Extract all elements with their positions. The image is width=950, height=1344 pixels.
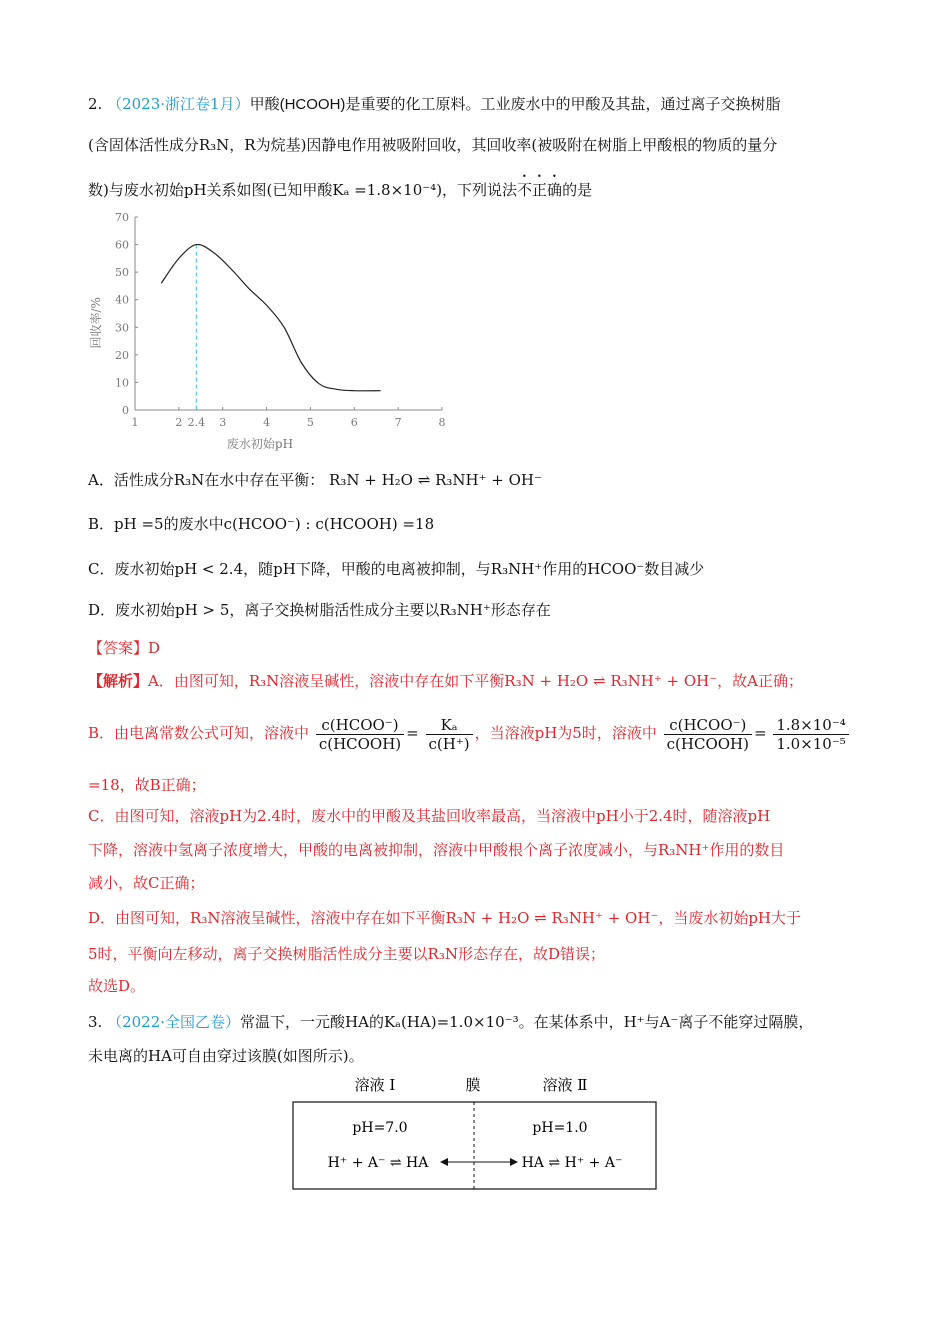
q2-text: 是重要的化工原料。工业废水中的甲酸及其盐，通过离子交换树脂 <box>345 95 781 113</box>
right-ph: pH=1.0 <box>532 1120 588 1136</box>
q2-text: 数)与废水初始pH关系如图(已知甲酸K <box>88 181 344 199</box>
chart-ylabel: 回收率/% <box>89 297 103 349</box>
membrane-title: 膜 <box>465 1076 481 1094</box>
emphasis-text: 不正确 <box>517 181 563 199</box>
explanation-a-text: A．由图可知，R₃N溶液呈碱性，溶液中存在如下平衡R₃N + H₂O ⇌ R₃NH⁺ + OH⁻，故A正确； <box>148 672 803 690</box>
option-d: D．废水初始pH > 5，离子交换树脂活性成分主要以R₃NH⁺形态存在 <box>88 601 551 619</box>
y-tick-label: 0 <box>122 404 129 417</box>
q2-line3 <box>88 172 592 200</box>
x-tick-label: 6 <box>350 416 358 429</box>
equals: = <box>753 724 767 742</box>
frac-num: c(HCOO⁻) <box>316 716 404 735</box>
explanation-d1: D．由图可知，R₃N溶液呈碱性，溶液中存在如下平衡R₃N + H₂O ⇌ R₃NH⁺ + OH⁻，当废水初始pH大于 <box>88 909 802 927</box>
explanation-b <box>88 708 851 758</box>
left-ph: pH=7.0 <box>352 1120 408 1136</box>
q2-text: 的是 <box>562 181 593 199</box>
q2-text: 甲酸 <box>249 95 280 113</box>
x-tick-label: 1 <box>131 416 139 429</box>
fraction-hcoo-hcooh <box>316 716 404 753</box>
chart-xlabel: 废水初始pH <box>226 437 294 451</box>
q3-line2: 未电离的HA可自由穿过该膜(如图所示)。 <box>88 1047 364 1065</box>
q3-source: （2022·全国乙卷） <box>107 1013 241 1031</box>
explanation-b-text: B．由电离常数公式可知，溶液中 <box>88 724 310 742</box>
recovery-chart <box>80 205 460 455</box>
explanation-c2: 下降，溶液中氢离子浓度增大，甲酸的电离被抑制，溶液中甲酸根个离子浓度减小，与R₃NH⁺作用的数目 <box>88 841 785 859</box>
answer: 【答案】D <box>88 639 161 657</box>
x-tick-label: 2.4 <box>187 416 206 429</box>
explanation-final: 故选D。 <box>88 977 146 995</box>
q3-number: 3. <box>88 1013 103 1031</box>
frac-den: c(HCOOH) <box>666 734 749 753</box>
y-tick-label: 40 <box>115 293 129 307</box>
y-tick-label: 50 <box>115 266 129 280</box>
explanation-c3: 减小，故C正确； <box>88 874 205 892</box>
ka-value: ₐ =1.8×10⁻⁴ <box>343 181 437 199</box>
right-equilibrium: HA ⇌ H⁺ + A⁻ <box>521 1155 623 1171</box>
option-a: A．活性成分R₃N在水中存在平衡： R₃N + H₂O ⇌ R₃NH⁺ + OH⁻ <box>88 471 542 489</box>
fraction-ka-h <box>426 716 473 753</box>
right-title: 溶液 Ⅱ <box>542 1076 588 1094</box>
q2-number: 2. <box>88 95 103 113</box>
q2-line2: (含固体活性成分R₃N，R为烷基)因静电作用被吸附回收，其回收率(被吸附在树脂上甲酸根的物质的量分 <box>88 136 778 154</box>
frac-num: 1.8×10⁻⁴ <box>773 716 848 735</box>
y-tick-label: 30 <box>115 321 129 335</box>
chart-ticks <box>115 211 446 429</box>
frac-num: c(HCOO⁻) <box>664 716 752 735</box>
arrow-head-left <box>440 1158 448 1166</box>
y-tick-label: 60 <box>115 238 129 252</box>
chart-series <box>161 244 380 410</box>
left-title: 溶液 Ⅰ <box>354 1076 396 1094</box>
frac-num: Kₐ <box>426 716 473 735</box>
frac-den: 1.0×10⁻⁵ <box>776 734 846 753</box>
left-equilibrium: H⁺ + A⁻ ⇌ HA <box>327 1155 429 1171</box>
chart-axes <box>135 217 442 410</box>
x-tick-label: 5 <box>306 416 314 429</box>
explanation-b-end: =18，故B正确； <box>88 776 206 794</box>
x-tick-label: 4 <box>263 416 271 429</box>
formula-hcooh: (HCOOH) <box>279 96 346 113</box>
q3-line1 <box>88 1012 813 1032</box>
q2-text: )，下列说法 <box>436 181 518 199</box>
fraction-values <box>773 716 848 753</box>
x-tick-label: 2 <box>175 416 183 429</box>
q2-line1 <box>88 94 780 115</box>
option-c: C．废水初始pH < 2.4，随pH下降，甲酸的电离被抑制，与R₃NH⁺作用的HCOO⁻数目减少 <box>88 560 705 578</box>
fraction-hcoo-hcooh-2 <box>664 716 752 753</box>
x-tick-label: 8 <box>438 416 446 429</box>
explanation-d2: 5时，平衡向左移动，离子交换树脂活性成分主要以R₃N形态存在，故D错误； <box>88 945 606 963</box>
explanation-c1: C．由图可知，溶液pH为2.4时，废水中的甲酸及其盐回收率最高，当溶液中pH小于2.4时，随溶液pH <box>88 807 771 825</box>
x-tick-label: 7 <box>394 416 402 429</box>
frac-den: c(H⁺) <box>428 734 470 753</box>
equals: = <box>406 724 419 742</box>
arrow-head-right <box>510 1158 518 1166</box>
option-b: B．pH =5的废水中c(HCOO⁻) : c(HCOOH) =18 <box>88 515 435 533</box>
explanation-a <box>88 671 803 691</box>
q2-source: （2023·浙江卷1月） <box>107 95 250 113</box>
y-tick-label: 20 <box>115 348 129 362</box>
recovery-curve <box>161 244 380 390</box>
frac-den: c(HCOOH) <box>318 734 402 753</box>
y-tick-label: 10 <box>115 376 129 390</box>
y-tick-label: 70 <box>115 211 129 224</box>
explanation-b-text: ，当溶液pH为5时，溶液中 <box>474 724 657 742</box>
explanation-label: 【解析】 <box>88 672 149 690</box>
x-tick-label: 3 <box>219 416 227 429</box>
membrane-diagram <box>290 1075 660 1195</box>
q3-text: 常温下，一元酸HA的Kₐ(HA)=1.0×10⁻³。在某体系中，H⁺与A⁻离子不能穿过隔膜， <box>240 1013 814 1031</box>
